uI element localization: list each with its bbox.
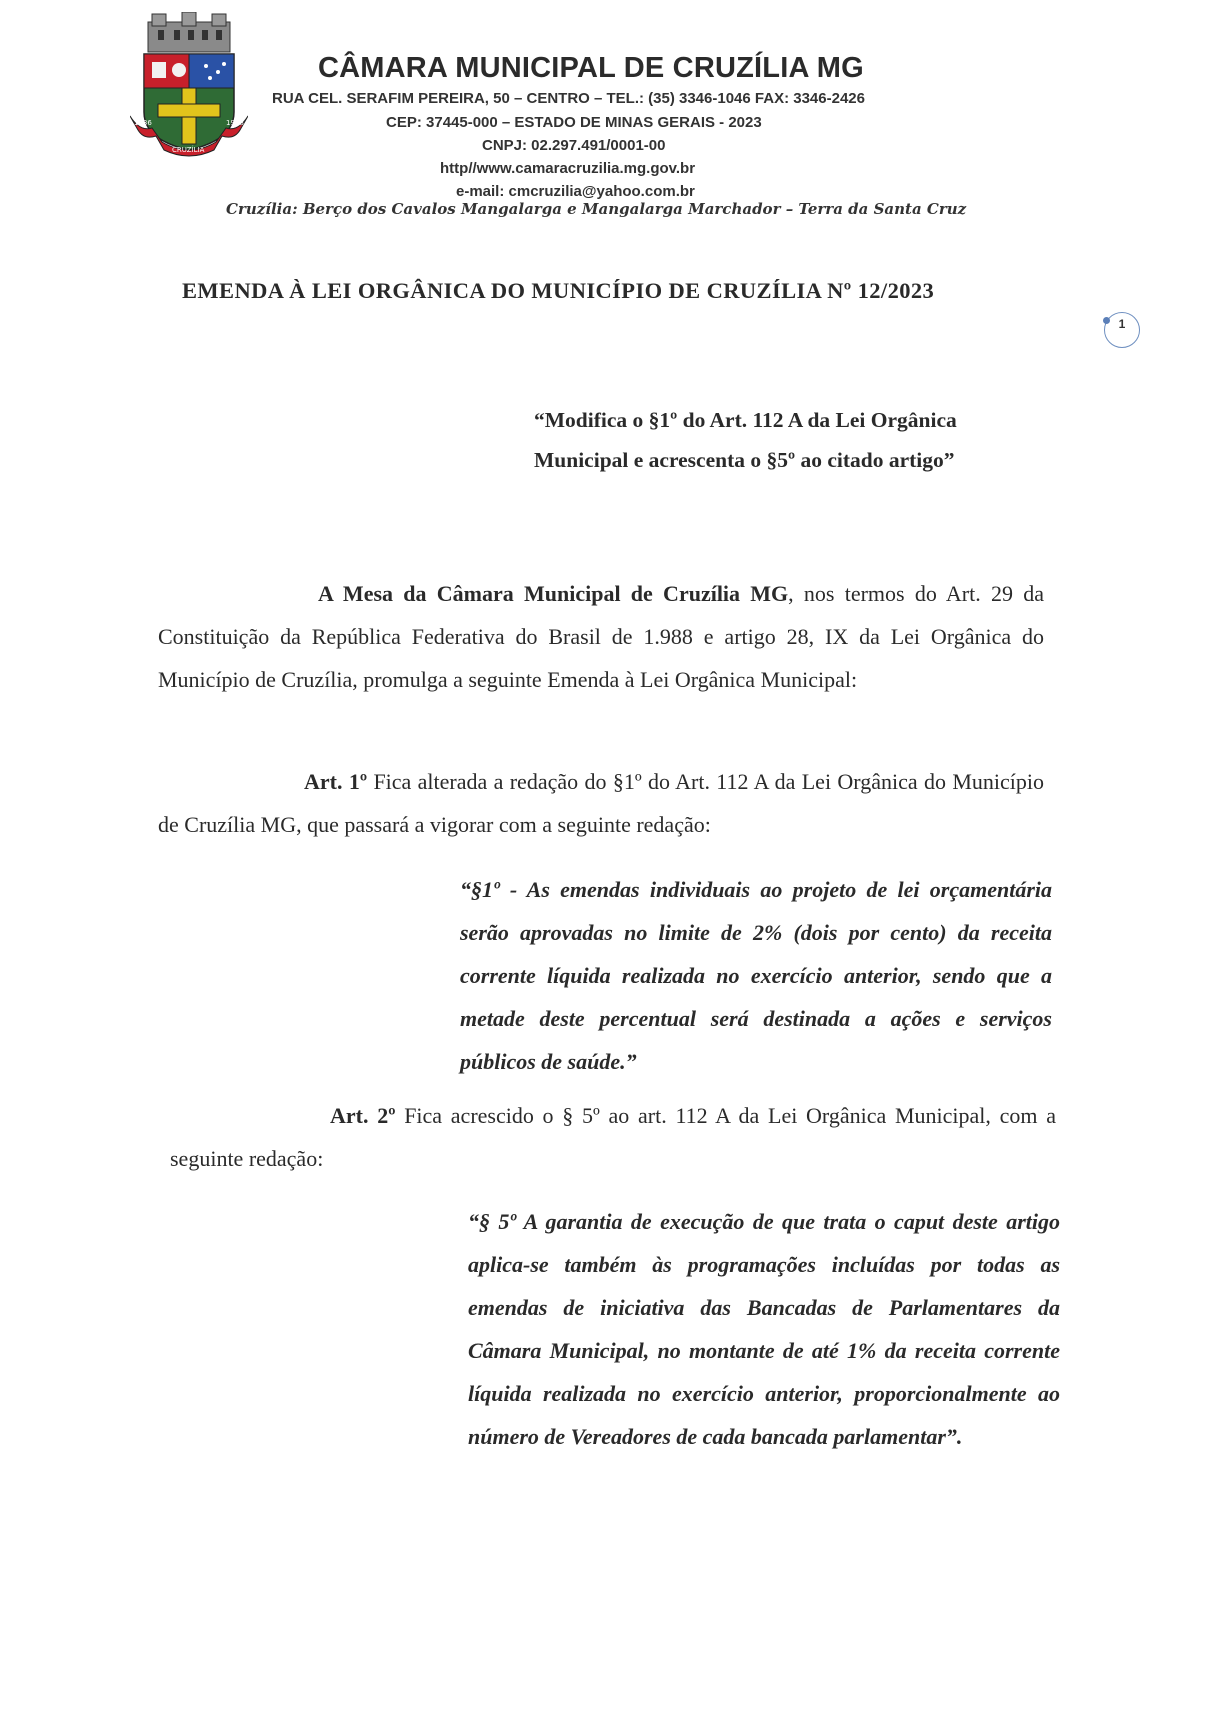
ribbon-text: CRUZÍLIA: [172, 146, 205, 154]
preamble-bold: A Mesa da Câmara Municipal de Cruzília MG: [318, 581, 789, 606]
header-website: http//www.camaracruzilia.mg.gov.br: [440, 160, 696, 177]
header-email: e-mail: cmcruzilia@yahoo.com.br: [456, 183, 695, 200]
article-2-quote: “§ 5º A garantia de execução de que trata o caput deste artigo aplica-se também às programações incluídas por todas as emendas de iniciativa das Bancadas de Parlamentares da Câmara Municipal, no montante de até 1% da receita corrente líquida realizada no exercício anterior, proporcionalmente ao número de Vereadores de cada bancada parlamentar”.: [468, 1209, 1060, 1449]
ribbon-year-left: 1736: [134, 119, 152, 127]
header-title: CÂMARA MUNICIPAL DE CRUZÍLIA MG: [318, 52, 864, 84]
article-2-text: Fica acrescido o § 5º ao art. 112 A da Lei Orgânica Municipal, com a seguinte redação:: [170, 1103, 1056, 1171]
page-number-badge: 1: [1104, 312, 1140, 348]
article-1: [158, 760, 1044, 846]
preamble-paragraph: [158, 572, 1044, 701]
header-cep: CEP: 37445-000 – ESTADO DE MINAS GERAIS - 2023: [386, 114, 762, 131]
article-1-text: Fica alterada a redação do §1º do Art. 112 A da Lei Orgânica do Município de Cruzília MG, que passará a vigorar com a seguinte redação:: [158, 769, 1044, 837]
article-1-quote: “§1º - As emendas individuais ao projeto de lei orçamentária serão aprovadas no limite de 2% (dois por cento) da receita corrente líquida realizada no exercício anterior, sendo que a metade deste percentual será destinada a ações e serviços públicos de saúde.”: [460, 877, 1052, 1074]
header-slogan: Cruzília: Berço dos Cavalos Mangalarga e Mangalarga Marchador – Terra da Santa Cruz: [226, 200, 967, 218]
article-2: [170, 1094, 1056, 1180]
coat-of-arms-icon: [130, 12, 248, 162]
header-address: RUA CEL. SERAFIM PEREIRA, 50 – CENTRO – TEL.: (35) 3346-1046 FAX: 3346-2426: [272, 90, 865, 107]
header-cnpj: CNPJ: 02.297.491/0001-00: [482, 137, 666, 154]
article-2-label: Art. 2º: [330, 1103, 396, 1128]
ementa: “Modifica o §1º do Art. 112 A da Lei Orgânica Municipal e acrescenta o §5º ao citado artigo”: [534, 408, 957, 472]
preamble-text: , nos termos do Art. 29 da Constituição da República Federativa do Brasil de 1.988 e artigo 28, IX da Lei Orgânica do Município de Cruzília, promulga a seguinte Emenda à Lei Orgânica Municipal:: [158, 581, 1044, 692]
article-1-label: Art. 1º: [304, 769, 368, 794]
document-title: EMENDA À LEI ORGÂNICA DO MUNICÍPIO DE CRUZÍLIA Nº 12/2023: [182, 278, 935, 303]
ribbon-year-right: 1948: [226, 119, 244, 127]
